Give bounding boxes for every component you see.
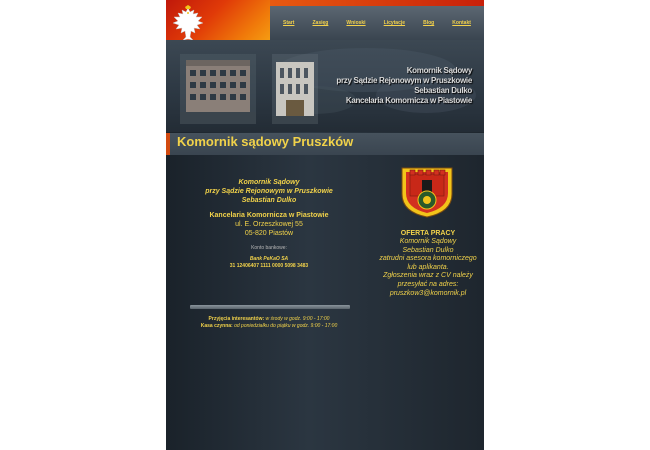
bank-name: Bank PeKaO SA — [249, 256, 289, 262]
polish-eagle-icon — [170, 4, 206, 44]
office-hours — [186, 316, 352, 330]
page-title-bar — [166, 133, 484, 155]
banner-line: Kancelaria Komornicza w Piastowie — [345, 96, 472, 105]
nav-licytacje[interactable]: Licytacje — [383, 20, 406, 26]
office-line: Komornik Sądowy — [238, 179, 300, 186]
nav-wnioski[interactable]: Wnioski — [346, 20, 366, 26]
banner-line: Komornik Sądowy — [406, 66, 472, 75]
offer-title: OFERTA PRACY — [400, 230, 456, 237]
offer-line: Zgłoszenia wraz z CV należy — [383, 272, 473, 280]
offer-line: zatrudni asesora komorniczego — [379, 255, 477, 263]
building-photo-2 — [272, 54, 318, 124]
cashier-label: Kasa czynna: — [200, 323, 233, 329]
office-city: 05-820 Piastów — [244, 230, 294, 237]
nav-blog[interactable]: Blog — [423, 20, 435, 26]
bank-account: 31 12406407 1111 0000 5098 3483 — [229, 263, 309, 269]
job-offer — [366, 229, 490, 298]
offer-line: lub aplikanta. — [407, 263, 449, 271]
offer-email-link[interactable]: pruszkow3@komornik.pl — [389, 289, 467, 297]
building-photo-1 — [180, 54, 256, 124]
offer-line: Sebastian Dulko — [402, 246, 454, 254]
office-line: przy Sądzie Rejonowym w Pruszkowie — [205, 188, 333, 195]
office-name: Kancelaria Komornicza w Piastowie — [209, 212, 329, 219]
nav-zasieg[interactable]: Zasięg — [312, 20, 329, 26]
page-container — [166, 0, 484, 450]
offer-line: Komornik Sądowy — [399, 238, 457, 245]
banner-line: przy Sądzie Rejonowym w Pruszkowie — [336, 76, 472, 85]
hours-value: w środy w godz. 9:00 - 17:00 — [265, 316, 330, 322]
divider — [190, 305, 350, 309]
office-line: Sebastian Dulko — [241, 197, 297, 204]
cashier-value: od poniedziałku do piątku w godz. 9:00 - 17:00 — [234, 323, 338, 329]
bank-label: Konto bankowe: — [251, 245, 287, 251]
banner-title — [336, 66, 472, 106]
office-info — [186, 178, 352, 270]
header-banner — [166, 40, 484, 132]
banner-line: Sebastian Dulko — [414, 86, 472, 95]
pruszkow-crest-icon — [400, 166, 454, 218]
hours-label: Przyjęcia interesantów: — [208, 316, 265, 322]
page-title: Komornik sądowy Pruszków — [177, 134, 354, 149]
offer-line: przesyłać na adres: — [397, 280, 459, 288]
nav-start[interactable]: Start — [283, 20, 295, 26]
office-street: ul. E. Orzeszkowej 55 — [235, 221, 303, 228]
nav-kontakt[interactable]: Kontakt — [452, 20, 471, 26]
main-nav — [270, 6, 484, 40]
